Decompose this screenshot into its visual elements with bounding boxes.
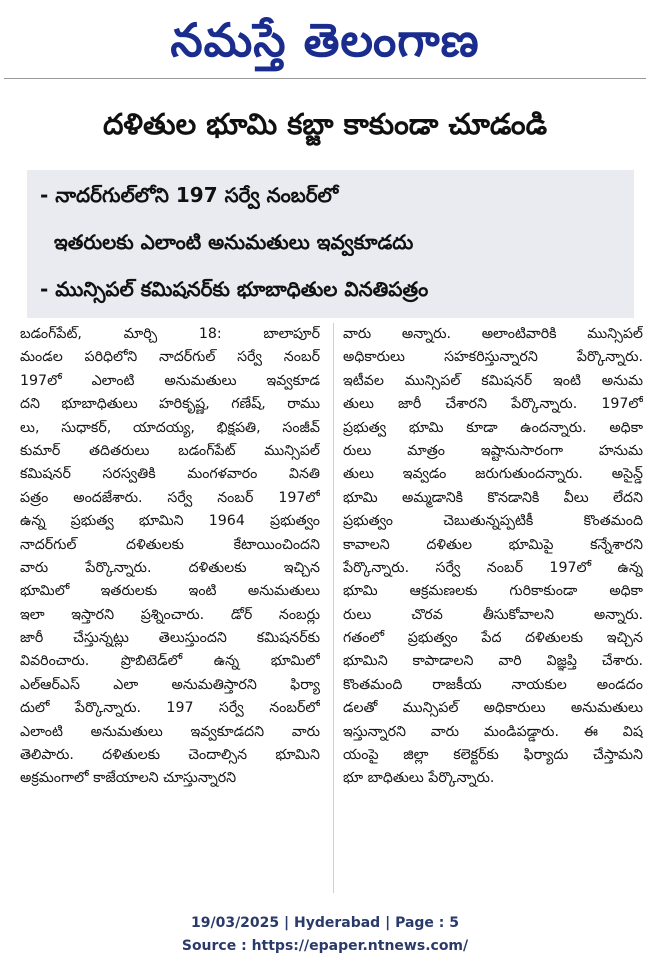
body-text-line: కావాలని దళితుల భూమిపై కన్నేశారని [343, 536, 643, 553]
article-headline: దళితుల భూమి కబ్జా కాకుండా చూడండి [102, 107, 548, 141]
body-text-line: డలతో మున్సిపల్ అధికారులు అనుమతులు [343, 700, 643, 717]
masthead-logo: నమస్తే తెలంగాణ [170, 13, 480, 67]
body-text-line: దని భూబాధితులు హరికృష్ణ, గణేష్, రాము [20, 396, 320, 413]
column-divider [333, 323, 334, 893]
body-text-line: 197లో ఎలాంటి అనుమతులు ఇవ్వకూడ [20, 372, 320, 389]
body-text-line: వివరించారు. ప్రొబిటెడ్‌లో ఉన్న భూమిలో [20, 653, 320, 670]
body-text-line: వారు పేర్కొన్నారు. దళితులకు ఇచ్చిన [20, 559, 320, 576]
body-text-line: రులు చొరవ తీసుకోవాలని అన్నారు. [343, 606, 643, 623]
article-column-right [343, 323, 643, 791]
body-text-line: పేర్కొన్నారు. సర్వే నంబర్ 197లో ఉన్న [343, 559, 643, 576]
body-text-line: భూమి ఆక్రమణలకు గురికాకుండా అధికా [343, 583, 643, 600]
body-text-line: తులు ఇవ్వడం జరుగుతుందన్నారు. అసైన్డ్ [343, 466, 643, 483]
body-text-line: పత్రం అందజేశారు. సర్వే నంబర్ 197లో [20, 489, 320, 506]
footer-source-line: Source : https://epaper.ntnews.com/ [181, 938, 469, 954]
body-text-line: నాదర్‌గుల్ దళితులకు కేటాయించిందని [20, 536, 320, 553]
body-text-line: వారు అన్నారు. అలాంటివారికి మున్సిపల్ [343, 326, 643, 342]
body-text-line: జారీ చేస్తున్నట్లు తెలుస్తుందని కమిషనర్‌కు [20, 630, 320, 647]
body-text-line: కమిషనర్ సరస్వతికి మంగళవారం వినతి [20, 466, 320, 483]
subhead-3: - మున్సిపల్ కమిషనర్‌కు భూబాధితుల వినతిపత్రం [40, 277, 429, 301]
body-text-line: తెలిపారు. దళితులకు చెందాల్సిన భూమిని [20, 747, 320, 764]
body-text-line: గతంలో ప్రభుత్వం పేద దళితులకు ఇచ్చిన [343, 630, 643, 647]
body-text-line: ఎలాంటి అనుమతులు ఇవ్వకూడదని వారు [20, 723, 320, 740]
body-text-line: ఇస్తున్నారని వారు మండిపడ్డారు. ఈ విష [343, 723, 643, 740]
body-text-line: దులో పేర్కొన్నారు. 197 సర్వే నంబర్‌లో [20, 700, 320, 717]
body-text-line: భూమి అమ్మడానికి కొనడానికి వీలు లేదని [343, 489, 643, 506]
body-text-line: భూమిని కాపాడాలని వారి విజ్ఞప్తి చేశారు. [343, 653, 643, 670]
body-text-line: భూ బాధితులు పేర్కొన్నారు. [343, 770, 495, 787]
body-text-line: భూమిలో ఇతరులకు ఇంటి అనుమతులు [20, 583, 320, 600]
masthead-divider [4, 78, 646, 79]
body-text-line: మండల పరిధిలోని నాదర్‌గుల్ సర్వే నంబర్ [20, 349, 320, 366]
body-text-line: ప్రభుత్వం చెబుతున్నప్పటికీ కొంతమంది [343, 513, 643, 530]
body-text-line: బడంగ్‌పేట్, మార్చి 18: బాలాపూర్ [20, 326, 320, 342]
body-text-line: ఉన్న ప్రభుత్వ భూమిని 1964 ప్రభుత్వం [20, 513, 320, 530]
footer-date-line: 19/03/2025 | Hyderabad | Page : 5 [190, 915, 460, 931]
body-text-line: ఎల్ఆర్ఎస్ ఎలా అనుమతిస్తారని ఫిర్యా [20, 676, 320, 693]
body-text-line: అక్రమంగాలో కాజేయాలని చూస్తున్నారని [20, 770, 237, 787]
article-column-left [20, 323, 320, 791]
body-text-line: యంపై జిల్లా కలెక్టర్‌కు ఫిర్యాదు చేస్తామని [343, 747, 643, 764]
subhead-2: ఇతరులకు ఎలాంటి అనుమతులు ఇవ్వకూడదు [54, 230, 414, 254]
body-text-line: కుమార్ తదితరులు బడంగ్‌పేట్ మున్సిపల్ [20, 442, 320, 459]
body-text-line: లు, సుధాకర్, యాదయ్య, భిక్షపతి, సంజీవ్ [20, 419, 320, 436]
body-text-line: ఇటీవల మున్సిపల్ కమిషనర్ ఇంటి అనుమ [343, 372, 643, 389]
body-text-line: అధికారులు సహకరిస్తున్నారని పేర్కొన్నారు. [343, 349, 643, 366]
body-text-line: ఇలా ఇస్తారని ప్రశ్నించారు. డోర్ నంబర్లు [20, 606, 320, 623]
body-text-line: ప్రభుత్వ భూమి కూడా ఉందన్నారు. అధికా [343, 419, 643, 436]
subhead-1: - నాదర్‌గుల్‌లోని 197 సర్వే నంబర్‌లో [40, 183, 339, 207]
body-text-line: తులు జారీ చేశారని పేర్కొన్నారు. 197లో [343, 396, 643, 413]
body-text-line: రులు మాత్రం ఇష్టానుసారంగా హనుమ [343, 442, 643, 459]
body-text-line: కొంతమంది రాజకీయ నాయకుల అండదం [343, 676, 643, 693]
